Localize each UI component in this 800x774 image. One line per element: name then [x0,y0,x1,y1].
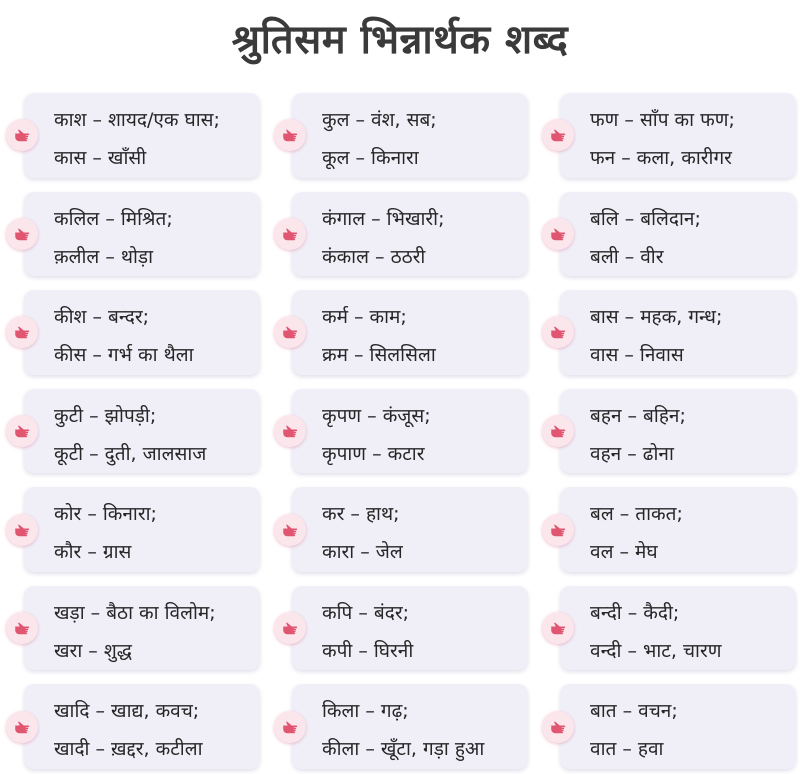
pointing-hand-icon [542,218,574,250]
word-pair-line-2: कारा – जेल [322,541,403,564]
word-pair-line-2: कंकाल – ठठरी [322,245,426,268]
pointing-hand-icon [6,711,38,743]
word-pair-card [6,487,260,572]
word-pair-box [24,93,260,178]
word-pair-line-2: वल – मेघ [590,541,658,564]
pointing-hand-icon [542,514,574,546]
word-pair-line-1: किला – गढ़; [322,700,409,723]
word-pair-line-1: कृपण – कंजूस; [322,404,431,427]
word-pair-line-2: क्रम – सिलसिला [322,344,436,367]
word-pair-line-1: कुटी – झोपड़ी; [54,404,157,427]
word-pair-box [292,290,528,375]
word-pair-line-2: कूटी – दुती, जालसाज [54,442,207,465]
pointing-hand-icon [542,711,574,743]
word-pair-line-1: खड़ा – बैठा का विलोम; [54,601,216,624]
word-pair-box [292,389,528,474]
word-pair-box [292,684,528,769]
word-pair-card [542,389,796,474]
word-pair-line-1: कपि – बंदर; [322,601,409,624]
word-pair-line-2: खादी – ख़द्दर, कटीला [54,738,203,761]
word-pair-box [24,684,260,769]
word-pair-card [274,487,528,572]
word-pair-line-2: कूल – किनारा [322,147,419,169]
pointing-hand-icon [542,415,574,447]
page-title: श्रुतिसम भिन्नार्थक शब्द [231,17,569,63]
word-pair-line-2: खरा – शुद्ध [54,639,132,662]
word-pair-line-2: क़लील – थोड़ा [54,245,154,268]
word-pair-line-2: फन – कला, कारीगर [590,147,732,169]
word-pair-box [24,389,260,474]
pointing-hand-icon [274,612,306,644]
pointing-hand-icon [542,612,574,644]
word-pair-line-2: कास – खाँसी [54,147,147,169]
word-pair-box [560,586,796,671]
word-pair-box [24,290,260,375]
word-pair-card [274,93,528,178]
word-pair-box [24,192,260,277]
word-pair-card [542,586,796,671]
word-pair-box [560,487,796,572]
pointing-hand-icon [6,612,38,644]
word-pair-card [6,93,260,178]
word-pair-line-1: कीश – बन्दर; [54,306,149,329]
word-pair-line-1: कोर – किनारा; [54,503,157,526]
pointing-hand-icon [6,218,38,250]
word-pair-box [292,586,528,671]
word-pair-line-1: फण – साँप का फण; [590,109,735,131]
word-pair-line-1: बलि – बलिदान; [590,207,701,230]
pointing-hand-icon [6,514,38,546]
word-pair-line-2: वन्दी – भाट, चारण [590,639,722,662]
word-pair-card [6,389,260,474]
word-pair-box [560,93,796,178]
word-pair-line-1: काश – शायद/एक घास; [54,109,220,131]
word-pair-line-1: बास – महक, गन्ध; [590,306,723,329]
word-pair-box [560,684,796,769]
word-pair-card [6,586,260,671]
word-pair-line-2: वात – हवा [590,738,664,761]
word-pair-line-2: बली – वीर [590,245,664,268]
word-pair-line-1: बन्दी – कैदी; [590,601,680,624]
word-pair-card [274,192,528,277]
word-pair-card [6,290,260,375]
word-pair-card [542,192,796,277]
word-pair-line-1: कर – हाथ; [322,503,400,526]
word-pair-line-1: कर्म – काम; [322,306,407,329]
word-pair-line-1: खादि – खाद्य, कवच; [54,700,200,723]
word-pair-line-1: कंगाल – भिखारी; [322,207,445,230]
word-pair-line-2: वास – निवास [590,344,684,367]
word-pair-line-1: कुल – वंश, सब; [322,109,437,131]
word-pair-box [292,487,528,572]
word-pair-line-2: कृपाण – कटार [322,442,425,465]
word-pair-card [274,389,528,474]
word-pair-box [560,290,796,375]
word-pair-line-1: कलिल – मिश्रित; [54,207,173,230]
word-pair-card [6,192,260,277]
pointing-hand-icon [274,415,306,447]
word-pair-card [274,586,528,671]
word-pair-line-2: कौर – ग्रास [54,541,132,564]
pointing-hand-icon [274,218,306,250]
word-pair-line-1: बात – वचन; [590,700,678,723]
word-pair-line-1: बल – ताकत; [590,503,683,526]
word-pair-line-2: कीस – गर्भ का थैला [54,344,194,367]
word-pair-line-2: वहन – ढोना [590,442,674,465]
pointing-hand-icon [6,415,38,447]
word-pair-grid [6,93,796,769]
word-pair-box [24,487,260,572]
word-pair-box [292,93,528,178]
word-pair-box [560,192,796,277]
word-pair-card [542,290,796,375]
word-pair-card [274,684,528,769]
word-pair-box [292,192,528,277]
pointing-hand-icon [274,514,306,546]
word-pair-line-2: कीला – खूँटा, गड़ा हुआ [322,738,485,761]
word-pair-card [542,684,796,769]
word-pair-card [274,290,528,375]
word-pair-card [542,487,796,572]
word-pair-line-1: बहन – बहिन; [590,404,686,427]
word-pair-card [6,684,260,769]
word-pair-box [24,586,260,671]
word-pair-line-2: कपी – घिरनी [322,639,414,662]
word-pair-box [560,389,796,474]
pointing-hand-icon [274,711,306,743]
word-pair-card [542,93,796,178]
